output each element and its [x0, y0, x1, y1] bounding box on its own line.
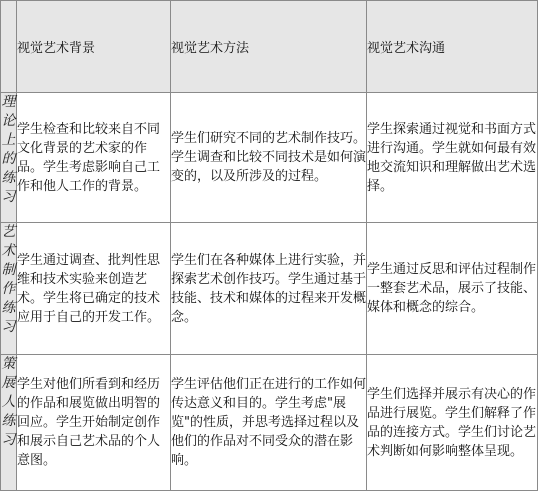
table-row-theoretical	[1, 93, 538, 223]
row-label-theoretical: 理论上的练习	[1, 93, 17, 223]
table-row-curatorial	[1, 355, 538, 491]
cell-theoretical-communication: 学生探索通过视觉和书面方式进行沟通。学生就如何最有效地交流知识和理解做出艺术选择。	[367, 93, 538, 223]
cell-artmaking-context: 学生通过调查、批判性思维和技术实验来创造艺术。学生将已确定的技术应用于自己的开发工作。	[17, 223, 171, 355]
cell-curatorial-methods: 学生评估他们正在进行的工作如何传达意义和目的。学生考虑"展览"的性质，并思考选择过程以及他们的作品对不同受众的潜在影响。	[171, 355, 367, 491]
column-header-communication: 视觉艺术沟通	[367, 1, 538, 93]
header-row	[1, 1, 538, 93]
table-row-artmaking	[1, 223, 538, 355]
cell-curatorial-context: 学生对他们所看到和经历的作品和展览做出明智的回应。学生开始制定创作和展示自己艺术品的个人意图。	[17, 355, 171, 491]
corner-cell	[1, 1, 17, 93]
column-header-methods: 视觉艺术方法	[171, 1, 367, 93]
column-header-context: 视觉艺术背景	[17, 1, 171, 93]
cell-curatorial-communication: 学生们选择并展示有决心的作品进行展览。学生们解释了作品的连接方式。学生们讨论艺术判断如何影响整体呈现。	[367, 355, 538, 491]
row-label-artmaking: 艺术制作练习	[1, 223, 17, 355]
row-label-curatorial: 策展人练习	[1, 355, 17, 491]
cell-artmaking-methods: 学生们在各种媒体上进行实验，并探索艺术创作技巧。学生通过基于技能、技术和媒体的过程来开发概念。	[171, 223, 367, 355]
cell-theoretical-context: 学生检查和比较来自不同文化背景的艺术家的作品。学生考虑影响自己工作和他人工作的背景。	[17, 93, 171, 223]
cell-artmaking-communication: 学生通过反思和评估过程制作一整套艺术品，展示了技能、媒体和概念的综合。	[367, 223, 538, 355]
cell-theoretical-methods: 学生们研究不同的艺术制作技巧。学生调查和比较不同技术是如何演变的，以及所涉及的过程。	[171, 93, 367, 223]
